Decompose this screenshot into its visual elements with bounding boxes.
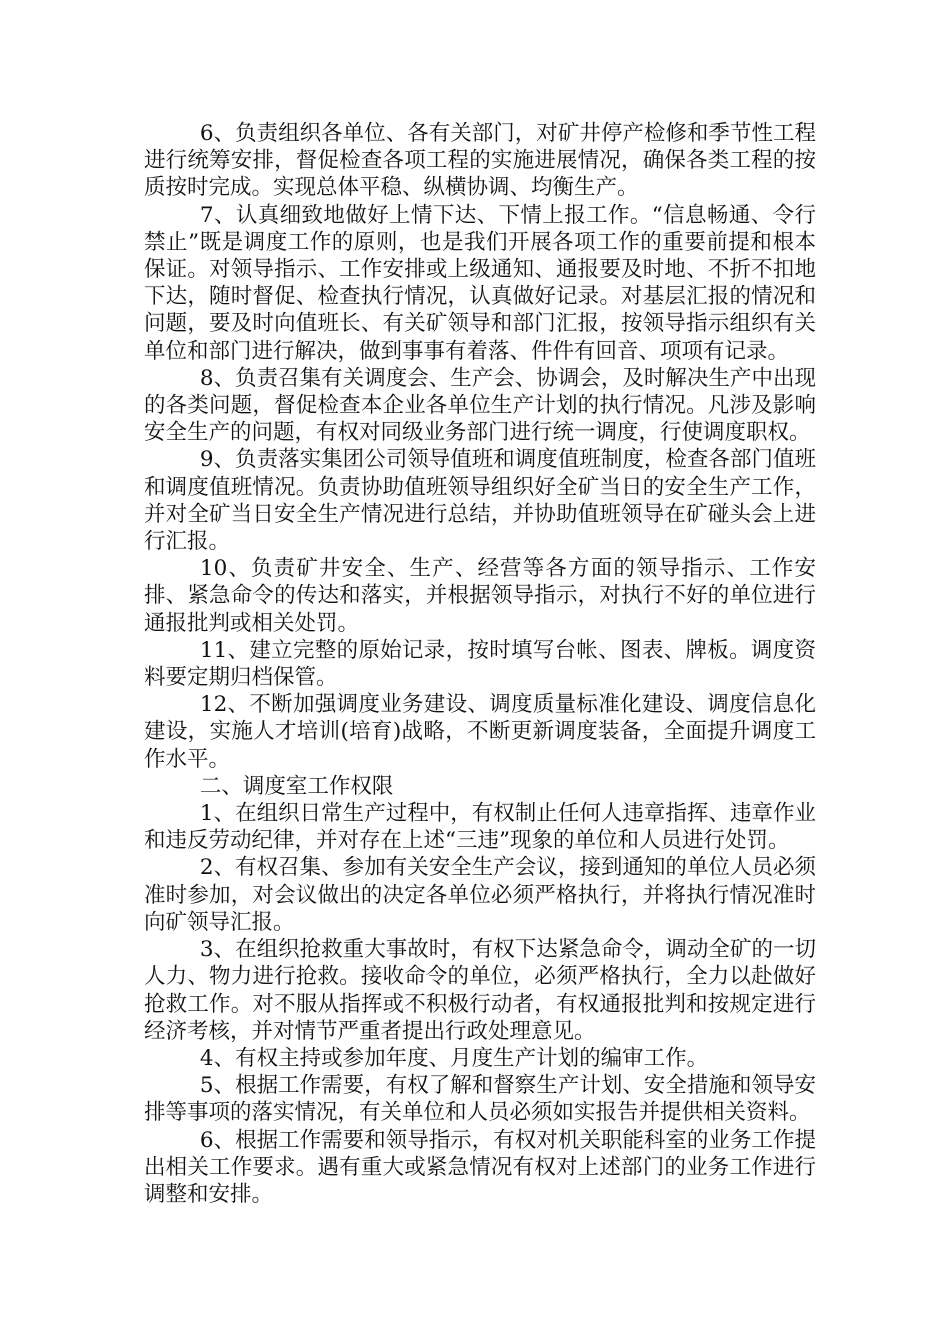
paragraph-item-7: 7、认真细致地做好上情下达、下情上报工作。“信息畅通、令行禁止”既是调度工作的原则，也是我们开展各项工作的重要前提和根本保证。对领导指示、工作安排或上级通知、通报要及时地、不折不扣地下达，随时督促、检查执行情况，认真做好记录。对基层汇报的情况和问题，要及时向值班长、有关矿领导和部门汇报，按领导指示组织有关单位和部门进行解决，做到事事有着落、件件有回音、项项有记录。 (144, 202, 816, 364)
paragraph-item-6: 6、负责组织各单位、各有关部门，对矿井停产检修和季节性工程进行统筹安排，督促检查各项工程的实施进展情况，确保各类工程的按质按时完成。实现总体平稳、纵横协调、均衡生产。 (144, 121, 816, 201)
permission-item-5: 5、根据工作需要，有权了解和督察生产计划、安全措施和领导安排等事项的落实情况，有关单位和人员必须如实报告并提供相关资料。 (144, 1073, 816, 1126)
paragraph-item-11: 11、建立完整的原始记录，按时填写台帐、图表、牌板。调度资料要定期归档保管。 (144, 637, 816, 691)
paragraph-item-9: 9、负责落实集团公司领导值班和调度值班制度，检查各部门值班和调度值班情况。负责协助值班领导组织好全矿当日的安全生产工作，并对全矿当日安全生产情况进行总结，并协助值班领导在矿碰头会上进行汇报。 (144, 447, 816, 555)
permission-item-2: 2、有权召集、参加有关安全生产会议，接到通知的单位人员必须准时参加，对会议做出的决定各单位必须严格执行，并将执行情况准时向矿领导汇报。 (144, 855, 816, 935)
permission-item-4: 4、有权主持或参加年度、月度生产计划的编审工作。 (199, 1045, 709, 1071)
paragraph-item-8: 8、负责召集有关调度会、生产会、协调会，及时解决生产中出现的各类问题，督促检查本企业各单位生产计划的执行情况。凡涉及影响安全生产的问题，有权对同级业务部门进行统一调度，行使调度职权。 (144, 365, 816, 446)
paragraph-item-10: 10、负责矿井安全、生产、经营等各方面的领导指示、工作安排、紧急命令的传达和落实，并根据领导指示，对执行不好的单位进行通报批判或相关处罚。 (144, 556, 816, 636)
paragraph-item-12: 12、不断加强调度业务建设、调度质量标准化建设、调度信息化建设，实施人才培训(培育)战略，不断更新调度装备，全面提升调度工作水平。 (144, 692, 816, 772)
section-heading-permissions: 二、调度室工作权限 (199, 773, 394, 799)
document-body (144, 120, 816, 1208)
permission-item-6: 6、根据工作需要和领导指示，有权对机关职能科室的业务工作提出相关工作要求。遇有重大或紧急情况有权对上述部门的业务工作进行调整和安排。 (144, 1127, 816, 1207)
permission-item-3: 3、在组织抢救重大事故时，有权下达紧急命令，调动全矿的一切人力、物力进行抢救。接收命令的单位，必须严格执行，全力以赴做好抢救工作。对不服从指挥或不积极行动者，有权通报批判和按规定进行经济考核，并对情节严重者提出行政处理意见。 (144, 937, 816, 1044)
permission-item-1: 1、在组织日常生产过程中，有权制止任何人违章指挥、违章作业和违反劳动纪律，并对存在上述“三违”现象的单位和人员进行处罚。 (144, 801, 816, 854)
